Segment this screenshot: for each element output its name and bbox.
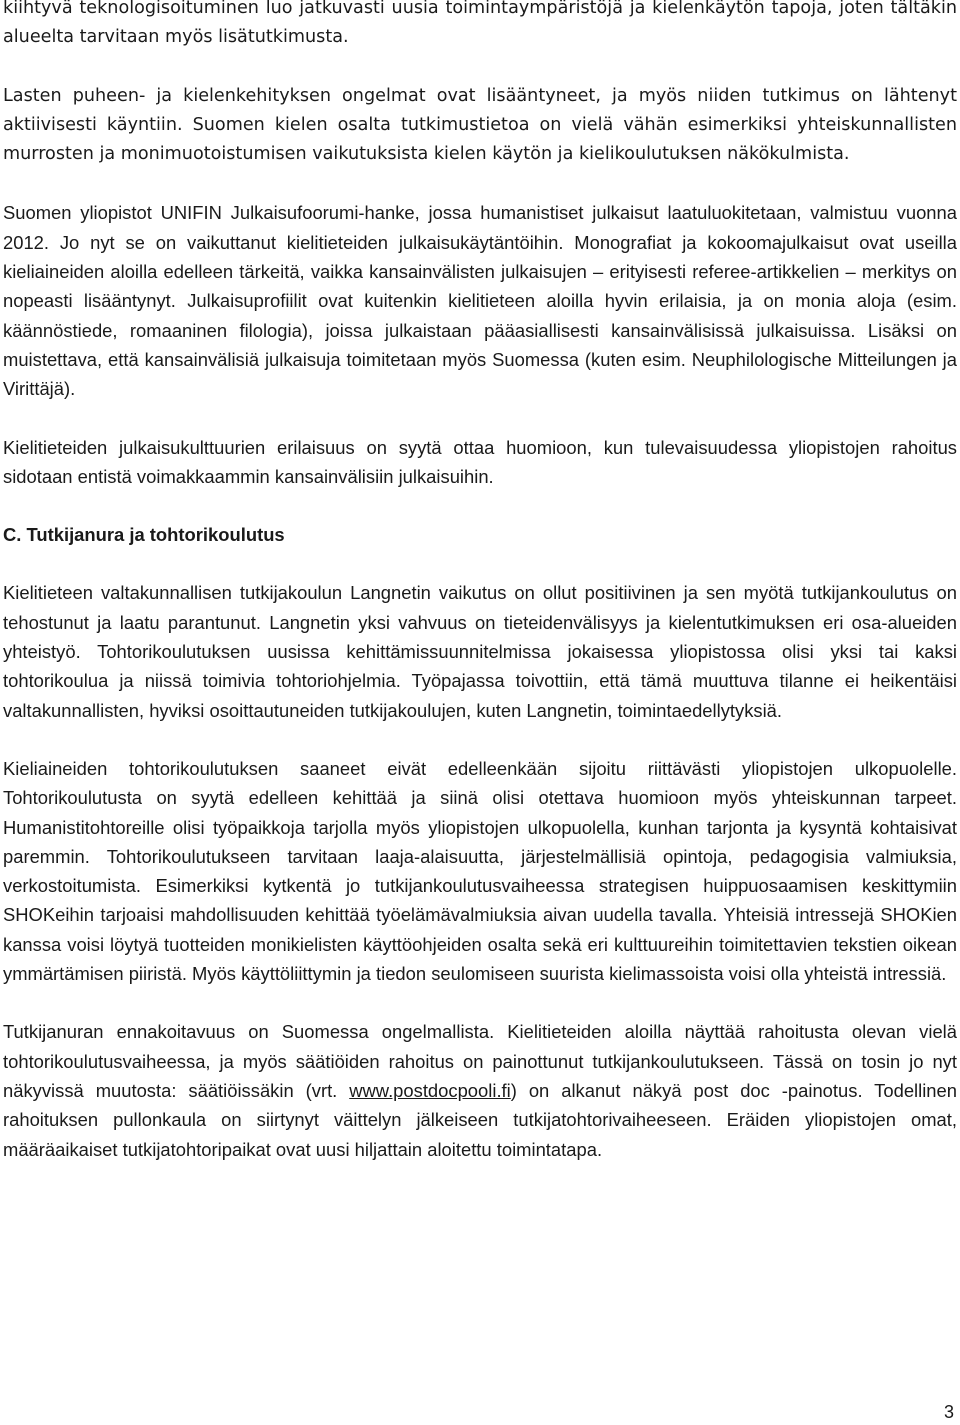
- paragraph-text-after-link: ) on alkanut näkyä post doc -painotus. Todellinen rahoituksen pullonkaula on siirtynyt väittelyn jälkeiseen tutkijatohtorivaiheeseen. Eräiden yliopistojen omat, määräaikaiset tutkijatohtoripaikat ovat uusi hiljattain aloitettu toimintatapa.: [3, 1079, 957, 1160]
- spacer: [3, 404, 957, 433]
- paragraph-career-predictability: [3, 1017, 957, 1163]
- paragraph-langnet: Kielitieteen valtakunnallisen tutkijakoulun Langnetin vaikutus on ollut positiivinen ja sen myötä tutkijankoulutus on tehostunut ja laatu parantunut. Langnetin yksi vahvuus on tieteidenvälisyys ja kielentutkimuksen eri osa-alueiden yhteistyö. Tohtorikoulutuksen uusissa kehittämissuunnitelmissa jokaisessa yliopistossa olisi yksi tai kaksi tohtorikoulua ja niissä toimivia tohtoriohjelmia. Työpajassa toivottiin, että tämä muuttuva tilanne ei heikentäisi valtakunnallisten, hyviksi osoittautuneiden tutkijakoulujen, kuten Langnetin, toimintaedellytyksiä.: [3, 582, 957, 721]
- spacer: [3, 169, 957, 198]
- paragraph-publication-forum: Suomen yliopistot UNIFIN Julkaisufoorumi-hanke, jossa humanistiset julkaisut laatuluokitetaan, valmistuu vuonna 2012. Jo nyt se on vaikuttanut kielitieteiden julkaisukäytäntöihin. Monografiat ja kokoomajulkaisut ovat useilla kieliaineiden aloilla edelleen tärkeitä, vaikka kansainvälisten julkaisujen – erityisesti referee-artikkelien – merkitys on nopeasti lisääntynyt. Julkaisuprofiilit ovat kuitenkin kielitieteen aloilla hyvin erilaisia, ja on monia aloja (esim. käännöstiede, romaaninen filologia), joissa julkaistaan pääasiallisesti kansainvälisissä julkaisuissa. Lisäksi on muistettava, että kansainvälisiä julkaisuja toimitetaan myös Suomessa (kuten esim. Neuphilologische Mitteilungen ja Virittäjä).: [3, 202, 957, 400]
- spacer: [3, 53, 957, 82]
- section-heading: C. Tutkijanura ja tohtorikoulutus: [3, 524, 285, 546]
- postdocpooli-link[interactable]: www.postdocpooli.fi: [349, 1079, 511, 1101]
- spacer: [3, 491, 957, 520]
- paragraph-doctoral-training: Kieliaineiden tohtorikoulutuksen saaneet eivät edelleenkään sijoitu riittävästi yliopistojen ulkopuolelle. Tohtorikoulutusta on syytä edelleen kehittää ja siinä olisi otettava huomioon myös yhteiskunnan tarpeet. Humanistitohtoreille olisi työpaikkoja tarjolla myös yliopistojen ulkopuolella, kunhan tarjonta ja kysyntä kohtaisivat paremmin. Tohtorikoulutukseen tarvitaan laaja-alaisuutta, järjestelmällisiä opintoja, pedagogisia valmiuksia, verkostoitumista. Esimerkiksi kytkentä jo tutkijankoulutusvaiheessa strategisen huippuosaamisen keskittymiin SHOKeihin tarjoaisi mahdollisuuden kehittää työelämävalmiuksia aivan uudella tavalla. Yhteisiä intressejä SHOKien kanssa voisi löytyä tuotteiden monikielisten käyttöohjeiden osalta sekä eri kulttuureihin toimitettavien tekstien oikean ymmärtämisen piiristä. Myös käyttöliittymin ja tiedon seulomiseen suurista kielimassoista voisi olla yhteistä intressiä.: [3, 757, 957, 985]
- document-body: [3, 0, 957, 1164]
- paragraph-publication-cultures: Kielitieteiden julkaisukulttuurien erilaisuus on syytä ottaa huomioon, kun tulevaisuudessa yliopistojen rahoitus sidotaan entistä voimakkaammin kansainvälisiin julkaisuihin.: [3, 436, 957, 487]
- paragraph-child-language: Lasten puheen- ja kielenkehityksen ongelmat ovat lisääntyneet, ja myös niiden tutkimus on lähtenyt aktiivisesti käyntiin. Suomen kielen osalta tutkimustietoa on vielä vähän esimerkiksi yhteiskunnallisten murrosten ja monimuotoistumisen vaikutuksista kielen käytön ja kielikoulutuksen näkökulmista.: [3, 85, 957, 165]
- paragraph-text-before-link: Tutkijanuran ennakoitavuus on Suomessa ongelmallista. Kielitieteiden aloilla näyttää rahoitusta olevan vielä tohtorikoulutusvaiheessa, ja myös säätiöiden rahoitus on painottunut tutkijankoulutukseen. Tässä on tosin jo nyt näkyvissä muutosta: säätiöissäkin (vrt.: [3, 1021, 957, 1101]
- spacer: [3, 549, 957, 578]
- paragraph-technology: kiihtyvä teknologisoituminen luo jatkuvasti uusia toimintaympäristöjä ja kielenkäytön tapoja, joten tältäkin alueelta tarvitaan myös lisätutkimusta.: [3, 0, 957, 48]
- spacer: [3, 725, 957, 754]
- spacer: [3, 988, 957, 1017]
- page-number: 3: [943, 1402, 954, 1422]
